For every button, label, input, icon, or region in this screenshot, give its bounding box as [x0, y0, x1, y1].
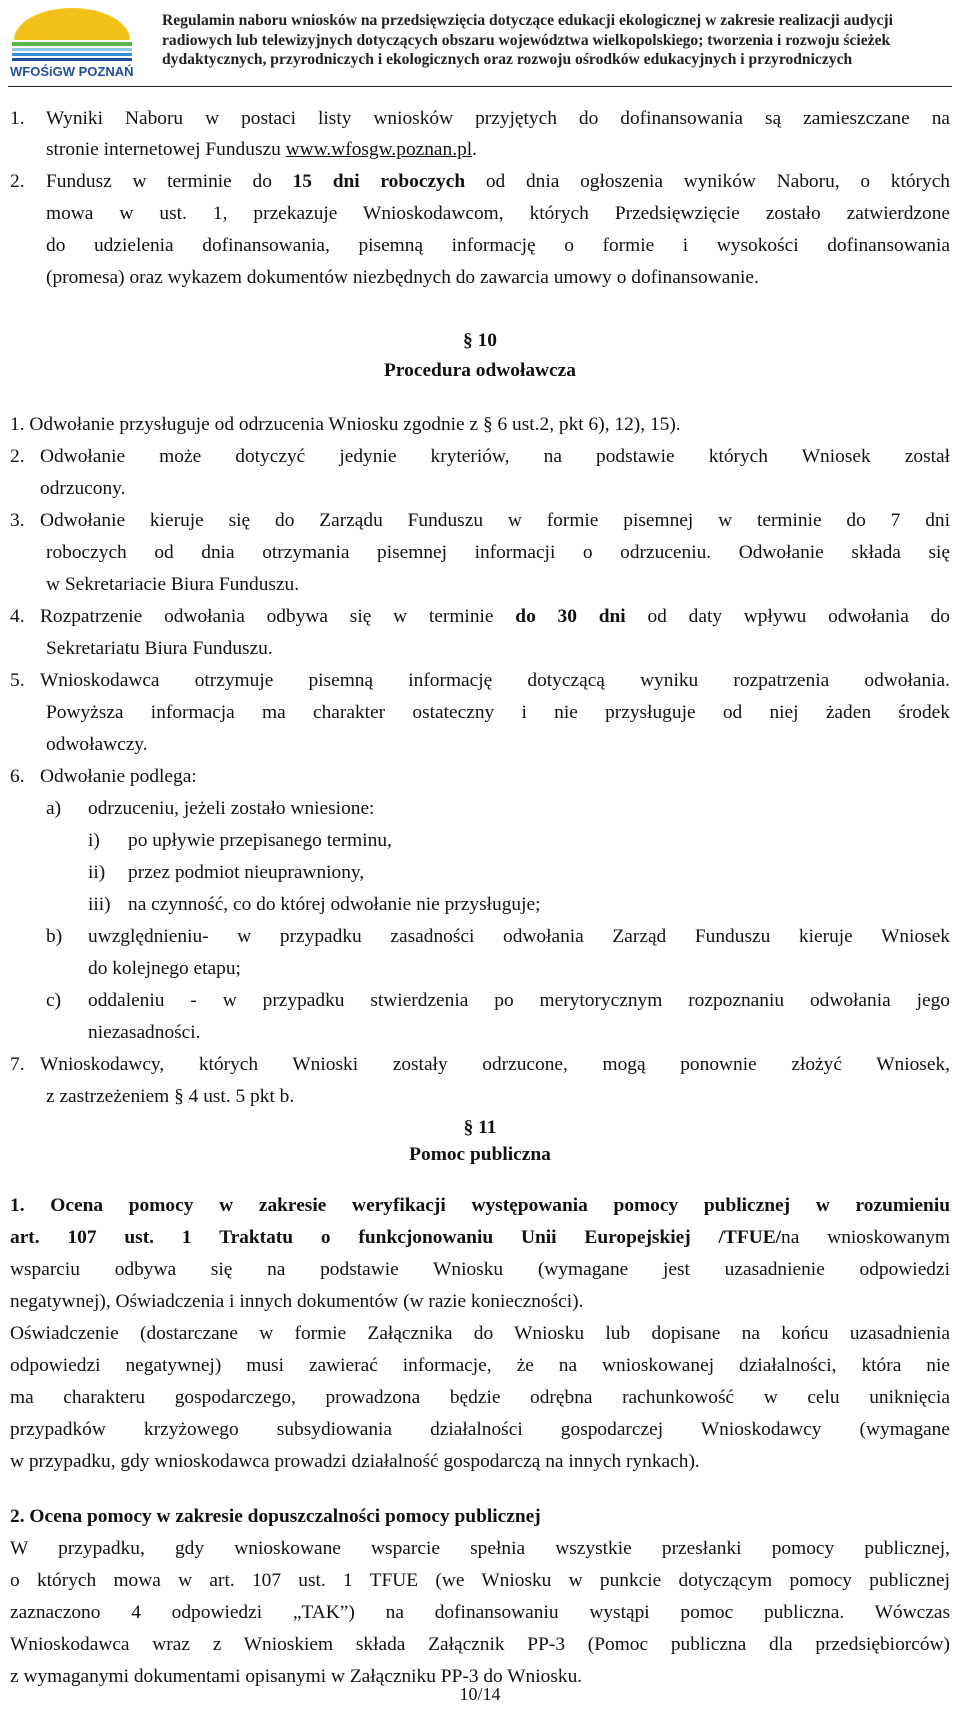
text-run: od dnia ogłoszenia wyników Naboru, o których — [465, 171, 950, 192]
bold-text: 15 dni roboczych — [292, 171, 466, 192]
text-run: na wnioskowanym — [781, 1227, 950, 1248]
subsection-heading: 2. Ocena pomocy w zakresie dopuszczalności pomocy publicznej — [10, 1506, 541, 1527]
paragraph-line: Wnioskodawca wraz z Wnioskiem składa Załącznik PP-3 (Pomoc publiczna dla przedsiębiorców) — [10, 1634, 950, 1655]
sublist-label: ii) — [88, 862, 106, 883]
list-number: 2. — [10, 171, 25, 192]
paragraph-line: przez podmiot nieuprawniony, — [128, 862, 365, 883]
text-run: . — [472, 139, 478, 160]
fund-website-link[interactable]: www.wfosgw.poznan.pl — [285, 139, 473, 160]
list-number: 6. — [10, 766, 25, 787]
paragraph-line: niezasadności. — [88, 1022, 201, 1043]
paragraph-line — [46, 166, 950, 198]
paragraph-line: odwoławczy. — [46, 734, 148, 755]
subsection-heading: 1. Ocena pomocy w zakresie weryfikacji występowania pomocy publicznej w rozumieniu — [10, 1195, 950, 1216]
bold-text: do 30 dni — [515, 606, 626, 627]
paragraph-line: Powyższa informacja ma charakter ostateczny i nie przysługuje od niej żaden środek — [46, 702, 950, 723]
sublist-label: a) — [46, 798, 62, 819]
paragraph-line: Wnioskodawcy, których Wnioski zostały odrzucone, mogą ponownie złożyć Wniosek, — [40, 1054, 950, 1075]
paragraph-line: Odwołanie kieruje się do Zarządu Funduszu w formie pisemnej w terminie do 7 dni — [40, 510, 950, 531]
list-number: 4. — [10, 606, 25, 627]
paragraph-line — [46, 134, 477, 166]
sublist-label: i) — [88, 830, 100, 851]
sublist-label: c) — [46, 990, 62, 1011]
section-title: Procedura odwoławcza — [384, 360, 576, 381]
paragraph-line: do udzielenia dofinansowania, pisemną informację o formie i wysokości dofinansowania — [46, 235, 950, 256]
list-number: 3. — [10, 510, 25, 531]
paragraph-line: w Sekretariacie Biura Funduszu. — [46, 574, 300, 595]
paragraph-line: uwzględnieniu- w przypadku zasadności odwołania Zarząd Funduszu kieruje Wniosek — [88, 926, 950, 947]
sublist-label: iii) — [88, 894, 111, 915]
text-run: stronie internetowej Funduszu — [46, 139, 286, 160]
logo-icon — [6, 6, 140, 80]
paragraph-line: po upływie przepisanego terminu, — [128, 830, 392, 851]
text-run: od daty wpływu odwołania do — [625, 606, 951, 627]
paragraph-line: Oświadczenie (dostarczane w formie Załącznika do Wniosku lub dopisane na końcu uzasadnienia — [10, 1323, 950, 1344]
section-title: Pomoc publiczna — [409, 1144, 551, 1165]
paragraph-line: z zastrzeżeniem § 4 ust. 5 pkt b. — [46, 1086, 295, 1107]
paragraph-line: z wymaganymi dokumentami opisanymi w Załączniku PP-3 do Wniosku. — [10, 1666, 583, 1687]
paragraph-line: W przypadku, gdy wnioskowane wsparcie spełnia wszystkie przesłanki pomocy publicznej, — [10, 1538, 950, 1559]
document-header — [162, 11, 952, 70]
list-number: 1. — [10, 108, 25, 129]
paragraph-line: Sekretariatu Biura Funduszu. — [46, 638, 273, 659]
paragraph-line: odpowiedzi negatywnej) musi zawierać informacje, że na wnioskowanej działalności, która nie — [10, 1355, 950, 1376]
paragraph-line: Odwołanie może dotyczyć jedynie kryteriów, na podstawie których Wniosek został — [40, 446, 950, 467]
paragraph-line — [40, 601, 950, 633]
paragraph-line — [10, 1222, 950, 1254]
section-number: § 10 — [463, 330, 497, 351]
paragraph-line: do kolejnego etapu; — [88, 958, 241, 979]
header-divider — [8, 86, 952, 87]
paragraph-line: Wnioskodawca otrzymuje pisemną informację dotyczącą wyniku rozpatrzenia odwołania. — [40, 670, 950, 691]
paragraph-line: roboczych od dnia otrzymania pisemnej informacji o odrzuceniu. Odwołanie składa się — [46, 542, 950, 563]
paragraph-line: 1. Odwołanie przysługuje od odrzucenia Wniosku zgodnie z § 6 ust.2, pkt 6), 12), 15). — [10, 414, 681, 435]
header-line: dydaktycznych, przyrodniczych i ekologicznych oraz rozwoju ośrodków edukacyjnych i przyrodniczych — [162, 51, 853, 68]
paragraph-line: Wyniki Naboru w postaci listy wniosków przyjętych do dofinansowania są zamieszczane na — [46, 108, 950, 129]
sublist-label: b) — [46, 926, 63, 947]
header-line: Regulamin naboru wniosków na przedsięwzięcia dotyczące edukacji ekologicznej w zakresie realizacji audycji — [162, 12, 893, 29]
page-number: 10/14 — [459, 1684, 501, 1704]
paragraph-line: przypadków krzyżowego subsydiowania działalności gospodarczej Wnioskodawcy (wymagane — [10, 1419, 950, 1440]
paragraph-line: o których mowa w art. 107 ust. 1 TFUE (we Wniosku w punkcie dotyczącym pomocy publicznej — [10, 1570, 950, 1591]
list-number: 2. — [10, 446, 25, 467]
list-number: 5. — [10, 670, 25, 691]
paragraph-line: odrzuceniu, jeżeli zostało wniesione: — [88, 798, 375, 819]
paragraph-line: zaznaczono 4 odpowiedzi „TAK”) na dofinansowaniu wystąpi pomoc publiczna. Wówczas — [10, 1602, 950, 1623]
paragraph-line: oddaleniu - w przypadku stwierdzenia po merytorycznym rozpoznaniu odwołania jego — [88, 990, 950, 1011]
paragraph-line: odrzucony. — [40, 478, 126, 499]
list-number: 7. — [10, 1054, 25, 1075]
paragraph-line: mowa w ust. 1, przekazuje Wnioskodawcom, których Przedsięwzięcie zostało zatwierdzone — [46, 203, 950, 224]
paragraph-line: (promesa) oraz wykazem dokumentów niezbędnych do zawarcia umowy o dofinansowanie. — [46, 267, 759, 288]
text-run: Rozpatrzenie odwołania odbywa się w terminie — [40, 606, 516, 627]
bold-text: art. 107 ust. 1 Traktatu o funkcjonowaniu Unii Europejskiej /TFUE/ — [10, 1227, 782, 1248]
text-run: Fundusz w terminie do — [46, 171, 293, 192]
paragraph-line: Odwołanie podlega: — [40, 766, 197, 787]
section-number: § 11 — [463, 1117, 497, 1138]
paragraph-line: wsparciu odbywa się na podstawie Wniosku (wymagane jest uzasadnienie odpowiedzi — [10, 1259, 950, 1280]
paragraph-line: w przypadku, gdy wnioskodawca prowadzi działalność gospodarczą na innych rynkach). — [10, 1451, 700, 1472]
logo-text: WFOŚiGW POZNAŃ — [10, 64, 134, 79]
wfosigw-logo — [6, 6, 140, 80]
header-line: radiowych lub telewizyjnych dotyczących obszaru województwa wielkopolskiego; tworzenia i rozwoju ścieżek — [162, 31, 891, 49]
paragraph-line: negatywnej), Oświadczenia i innych dokumentów (w razie konieczności). — [10, 1291, 584, 1312]
paragraph-line: na czynność, co do której odwołanie nie przysługuje; — [128, 894, 541, 915]
paragraph-line: ma charakteru gospodarczego, prowadzona będzie odrębna rachunkowość w celu uniknięcia — [10, 1387, 950, 1408]
